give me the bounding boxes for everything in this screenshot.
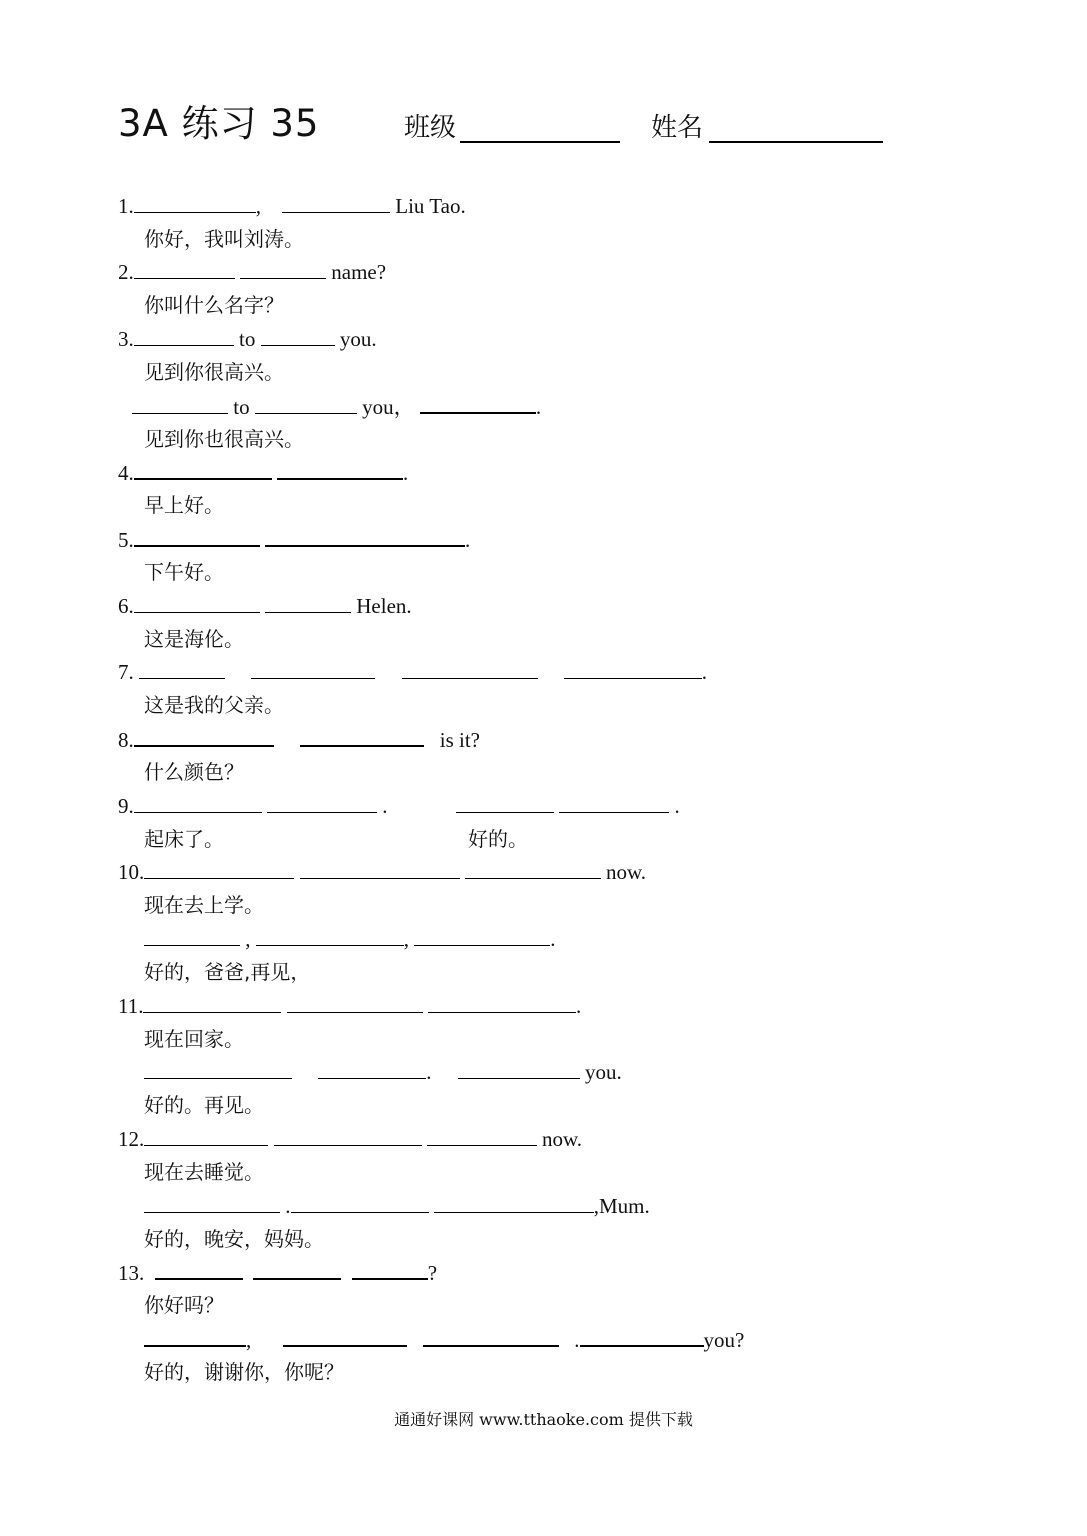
question-text: ,: [246, 1328, 252, 1352]
question-text: now.: [542, 1127, 583, 1151]
answer-blank[interactable]: [300, 726, 424, 747]
question-text: you?: [703, 1328, 745, 1352]
translation-9-reply: 好的。: [468, 827, 528, 851]
class-blank[interactable]: [460, 141, 620, 143]
class-label: 班级: [404, 113, 457, 143]
name-blank[interactable]: [709, 141, 883, 143]
question-7: [118, 659, 707, 685]
answer-blank[interactable]: [265, 526, 465, 547]
question-1: 1. , Liu Tao.: [118, 194, 466, 218]
translation-6: 这是海伦。: [144, 627, 244, 651]
question-text: ?: [427, 1261, 438, 1285]
answer-blank[interactable]: [256, 926, 404, 946]
question-text: .: [550, 927, 556, 951]
answer-blank[interactable]: [134, 259, 235, 279]
translation-4: 早上好。: [144, 493, 224, 517]
translation-12: 现在去睡觉。: [144, 1160, 264, 1184]
answer-blank[interactable]: [287, 993, 423, 1013]
answer-blank[interactable]: [134, 459, 272, 480]
answer-blank[interactable]: [274, 1126, 422, 1146]
question-number: 10.: [118, 860, 145, 884]
question-11: [118, 993, 581, 1019]
answer-blank[interactable]: [253, 1259, 341, 1280]
answer-blank[interactable]: [283, 1326, 407, 1347]
answer-blank[interactable]: [155, 1259, 243, 1280]
answer-blank[interactable]: [144, 926, 240, 946]
reply-translation-3: 见到你也很高兴。: [144, 427, 304, 451]
question-3: [118, 326, 377, 352]
answer-blank[interactable]: [265, 593, 351, 613]
answer-blank[interactable]: [427, 1126, 537, 1146]
answer-blank[interactable]: [144, 1059, 292, 1079]
question-text: you.: [585, 1060, 622, 1084]
answer-blank[interactable]: [134, 593, 260, 613]
answer-blank[interactable]: [144, 859, 294, 879]
answer-blank[interactable]: [251, 659, 375, 679]
question-text: .: [535, 395, 542, 419]
answer-blank[interactable]: [261, 326, 335, 346]
question-number: 12.: [118, 1127, 145, 1151]
question-text: .: [426, 1060, 432, 1084]
answer-blank[interactable]: [134, 193, 256, 213]
translation-11: 现在回家。: [144, 1027, 244, 1051]
question-text: ,Mum.: [593, 1194, 650, 1218]
answer-blank[interactable]: [134, 526, 260, 547]
question-2: [118, 259, 386, 285]
footer-credit: 通通好课网 www.tthaoke.com 提供下载: [394, 1410, 693, 1429]
question-text: is it?: [439, 728, 480, 752]
question-5: [118, 526, 470, 553]
question-9-reply: [456, 793, 680, 819]
answer-blank[interactable]: [300, 859, 460, 879]
translation-10: 现在去上学。: [144, 893, 264, 917]
question-text: .: [285, 1194, 291, 1218]
reply-11: [144, 1059, 622, 1085]
question-13: [118, 1259, 437, 1286]
question-number: 4.: [118, 461, 134, 485]
reply-3: [132, 393, 541, 420]
question-number: 8.: [118, 728, 134, 752]
question-text: .: [674, 794, 680, 818]
question-text: to: [239, 327, 256, 351]
answer-blank[interactable]: [559, 793, 669, 813]
answer-blank[interactable]: [352, 1259, 428, 1280]
question-number: 9.: [118, 794, 134, 818]
question-text: to: [233, 395, 250, 419]
question-text: ,: [403, 927, 409, 951]
answer-blank[interactable]: [282, 193, 390, 213]
answer-blank[interactable]: [267, 793, 377, 813]
translation-1: 你好，我叫刘涛。: [144, 227, 304, 251]
question-text: now.: [606, 860, 647, 884]
translation-5: 下午好。: [144, 560, 224, 584]
question-text: you.: [339, 327, 377, 351]
reply-translation-11: 好的。再见。: [144, 1093, 264, 1117]
answer-blank[interactable]: [420, 393, 536, 414]
answer-blank[interactable]: [564, 659, 702, 679]
question-text: .: [382, 794, 388, 818]
question-9: [118, 793, 388, 819]
question-8: [118, 726, 480, 753]
answer-blank[interactable]: [255, 394, 357, 414]
translation-13: 你好吗？: [144, 1293, 224, 1317]
answer-blank[interactable]: [139, 659, 225, 679]
answer-blank[interactable]: [144, 1326, 246, 1347]
question-number: 2.: [118, 260, 134, 284]
question-6: [118, 593, 412, 619]
answer-blank[interactable]: [402, 659, 538, 679]
answer-blank[interactable]: [434, 1193, 594, 1213]
reply-translation-12: 好的，晚安，妈妈。: [144, 1227, 324, 1251]
answer-blank[interactable]: [580, 1326, 704, 1347]
answer-blank[interactable]: [144, 1126, 268, 1146]
question-4: [118, 459, 408, 486]
answer-blank[interactable]: [423, 1326, 559, 1347]
question-text: .: [465, 528, 471, 552]
question-text: .: [403, 461, 409, 485]
name-label: 姓名: [651, 113, 704, 143]
question-12: [118, 1126, 582, 1152]
answer-blank[interactable]: [277, 459, 403, 480]
reply-translation-13: 好的，谢谢你，你呢？: [144, 1360, 344, 1384]
answer-blank[interactable]: [132, 394, 228, 414]
question-text: you，: [362, 395, 415, 419]
answer-blank[interactable]: [143, 993, 281, 1013]
question-number: 5.: [118, 528, 134, 552]
question-text: name?: [331, 260, 387, 284]
question-text: .: [575, 994, 582, 1018]
answer-blank[interactable]: [134, 793, 262, 813]
answer-blank[interactable]: [318, 1059, 426, 1079]
question-text: Liu Tao.: [395, 194, 466, 218]
answer-blank[interactable]: [291, 1193, 429, 1213]
reply-12: [144, 1193, 650, 1219]
reply-13: [144, 1326, 744, 1353]
question-text: .: [574, 1328, 580, 1352]
question-text: .: [701, 660, 707, 684]
question-number: 13.: [118, 1261, 145, 1285]
translation-3: 见到你很高兴。: [144, 360, 284, 384]
question-number: 3.: [118, 327, 134, 351]
answer-blank[interactable]: [456, 793, 554, 813]
answer-blank[interactable]: [458, 1059, 580, 1079]
question-number: 6.: [118, 594, 134, 618]
translation-7: 这是我的父亲。: [144, 693, 284, 717]
answer-blank[interactable]: [240, 259, 326, 279]
reply-translation-10: 好的，爸爸,再见，: [144, 960, 311, 984]
question-number: 7.: [118, 660, 134, 684]
translation-8: 什么颜色？: [144, 760, 244, 784]
question-text: ,: [245, 927, 251, 951]
answer-blank[interactable]: [144, 1193, 280, 1213]
worksheet-title: 3A 练习 35: [118, 102, 320, 145]
reply-10: [144, 926, 556, 952]
question-text: Helen.: [356, 594, 412, 618]
answer-blank[interactable]: [134, 326, 234, 346]
translation-9: 起床了。: [144, 827, 224, 851]
question-number: 1.: [118, 194, 134, 218]
answer-blank[interactable]: [428, 993, 576, 1013]
answer-blank[interactable]: [134, 726, 274, 747]
translation-2: 你叫什么名字？: [144, 293, 284, 317]
answer-blank[interactable]: [465, 859, 601, 879]
question-10: [118, 859, 646, 885]
answer-blank[interactable]: [414, 926, 550, 946]
question-number: 11.: [118, 994, 144, 1018]
